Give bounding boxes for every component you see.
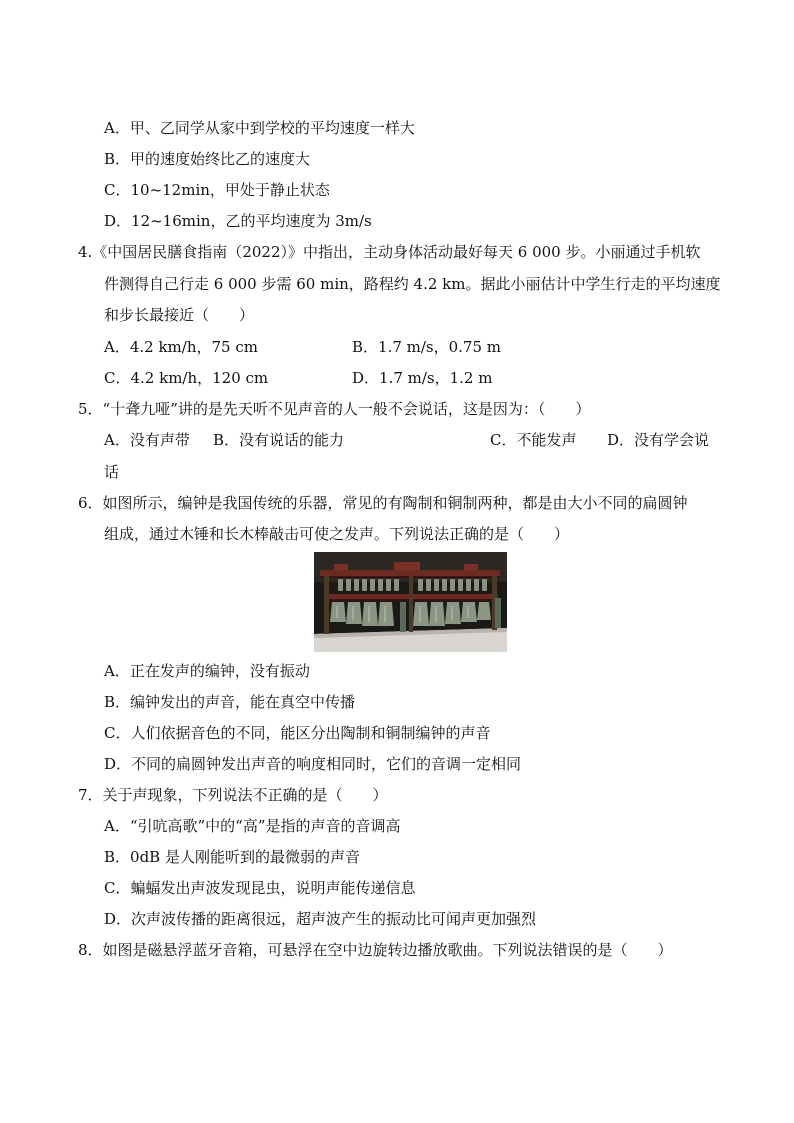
- q6-option-d: D．不同的扁圆钟发出声音的响度相同时，它们的音调一定相同: [104, 755, 522, 773]
- q6-stem-line-2: 组成，通过木锤和长木棒敲击可使之发声。下列说法正确的是（ ）: [104, 525, 570, 543]
- q6-option-c: C．人们依据音色的不同，能区分出陶制和铜制编钟的声音: [104, 724, 491, 742]
- q5-option-a: A．没有声带: [104, 431, 190, 449]
- bianzhong-illustration: [314, 552, 507, 652]
- q5-option-c: C．不能发声: [490, 431, 577, 449]
- q7-option-a: A．“引吭高歌”中的“高”是指的声音的音调高: [104, 817, 401, 835]
- q6-option-a: A．正在发声的编钟，没有振动: [104, 662, 310, 680]
- q6-option-b: B．编钟发出的声音，能在真空中传播: [104, 693, 356, 711]
- q8-stem: 8．如图是磁悬浮蓝牙音箱，可悬浮在空中边旋转边播放歌曲。下列说法错误的是（ ）: [78, 941, 673, 959]
- q4-option-a: A．4.2 km/h，75 cm: [104, 338, 258, 356]
- q4-stem-line-1: 4.《中国居民膳食指南（2022）》中指出，主动身体活动最好每天 6 000 步。小丽通过手机软: [78, 243, 701, 261]
- q3-option-d: D．12~16min，乙的平均速度为 3m/s: [104, 212, 372, 230]
- q5-stem: 5．“十聋九哑”讲的是先天听不见声音的人一般不会说话，这是因为：（ ）: [78, 400, 591, 418]
- q4-option-c: C．4.2 km/h，120 cm: [104, 369, 269, 387]
- q7-option-c: C．蝙蝠发出声波发现昆虫，说明声能传递信息: [104, 879, 416, 897]
- q3-option-a: A．甲、乙同学从家中到学校的平均速度一样大: [104, 119, 415, 137]
- q4-stem-line-3: 和步长最接近（ ）: [104, 306, 255, 324]
- q7-stem: 7．关于声现象，下列说法不正确的是（ ）: [78, 786, 388, 804]
- bianzhong-bells-image: [314, 552, 507, 652]
- q5-option-b: B．没有说话的能力: [213, 431, 345, 449]
- q4-option-d: D．1.7 m/s，1.2 m: [352, 369, 493, 387]
- q4-option-b: B．1.7 m/s，0.75 m: [352, 338, 502, 356]
- q5-option-d-continued: 话: [104, 463, 120, 481]
- q4-stem-line-2: 件测得自己行走 6 000 步需 60 min，路程约 4.2 km。据此小丽估计中学生行走的平均速度: [104, 275, 721, 293]
- q3-option-b: B．甲的速度始终比乙的速度大: [104, 150, 311, 168]
- q5-option-d: D．没有学会说: [607, 431, 710, 449]
- q7-option-d: D．次声波传播的距离很远，超声波产生的振动比可闻声更加强烈: [104, 910, 537, 928]
- q7-option-b: B．0dB 是人刚能听到的最微弱的声音: [104, 848, 360, 866]
- q3-option-c: C．10~12min，甲处于静止状态: [104, 181, 330, 199]
- q6-stem-line-1: 6．如图所示，编钟是我国传统的乐器，常见的有陶制和铜制两种，都是由大小不同的扁圆钟: [78, 494, 688, 512]
